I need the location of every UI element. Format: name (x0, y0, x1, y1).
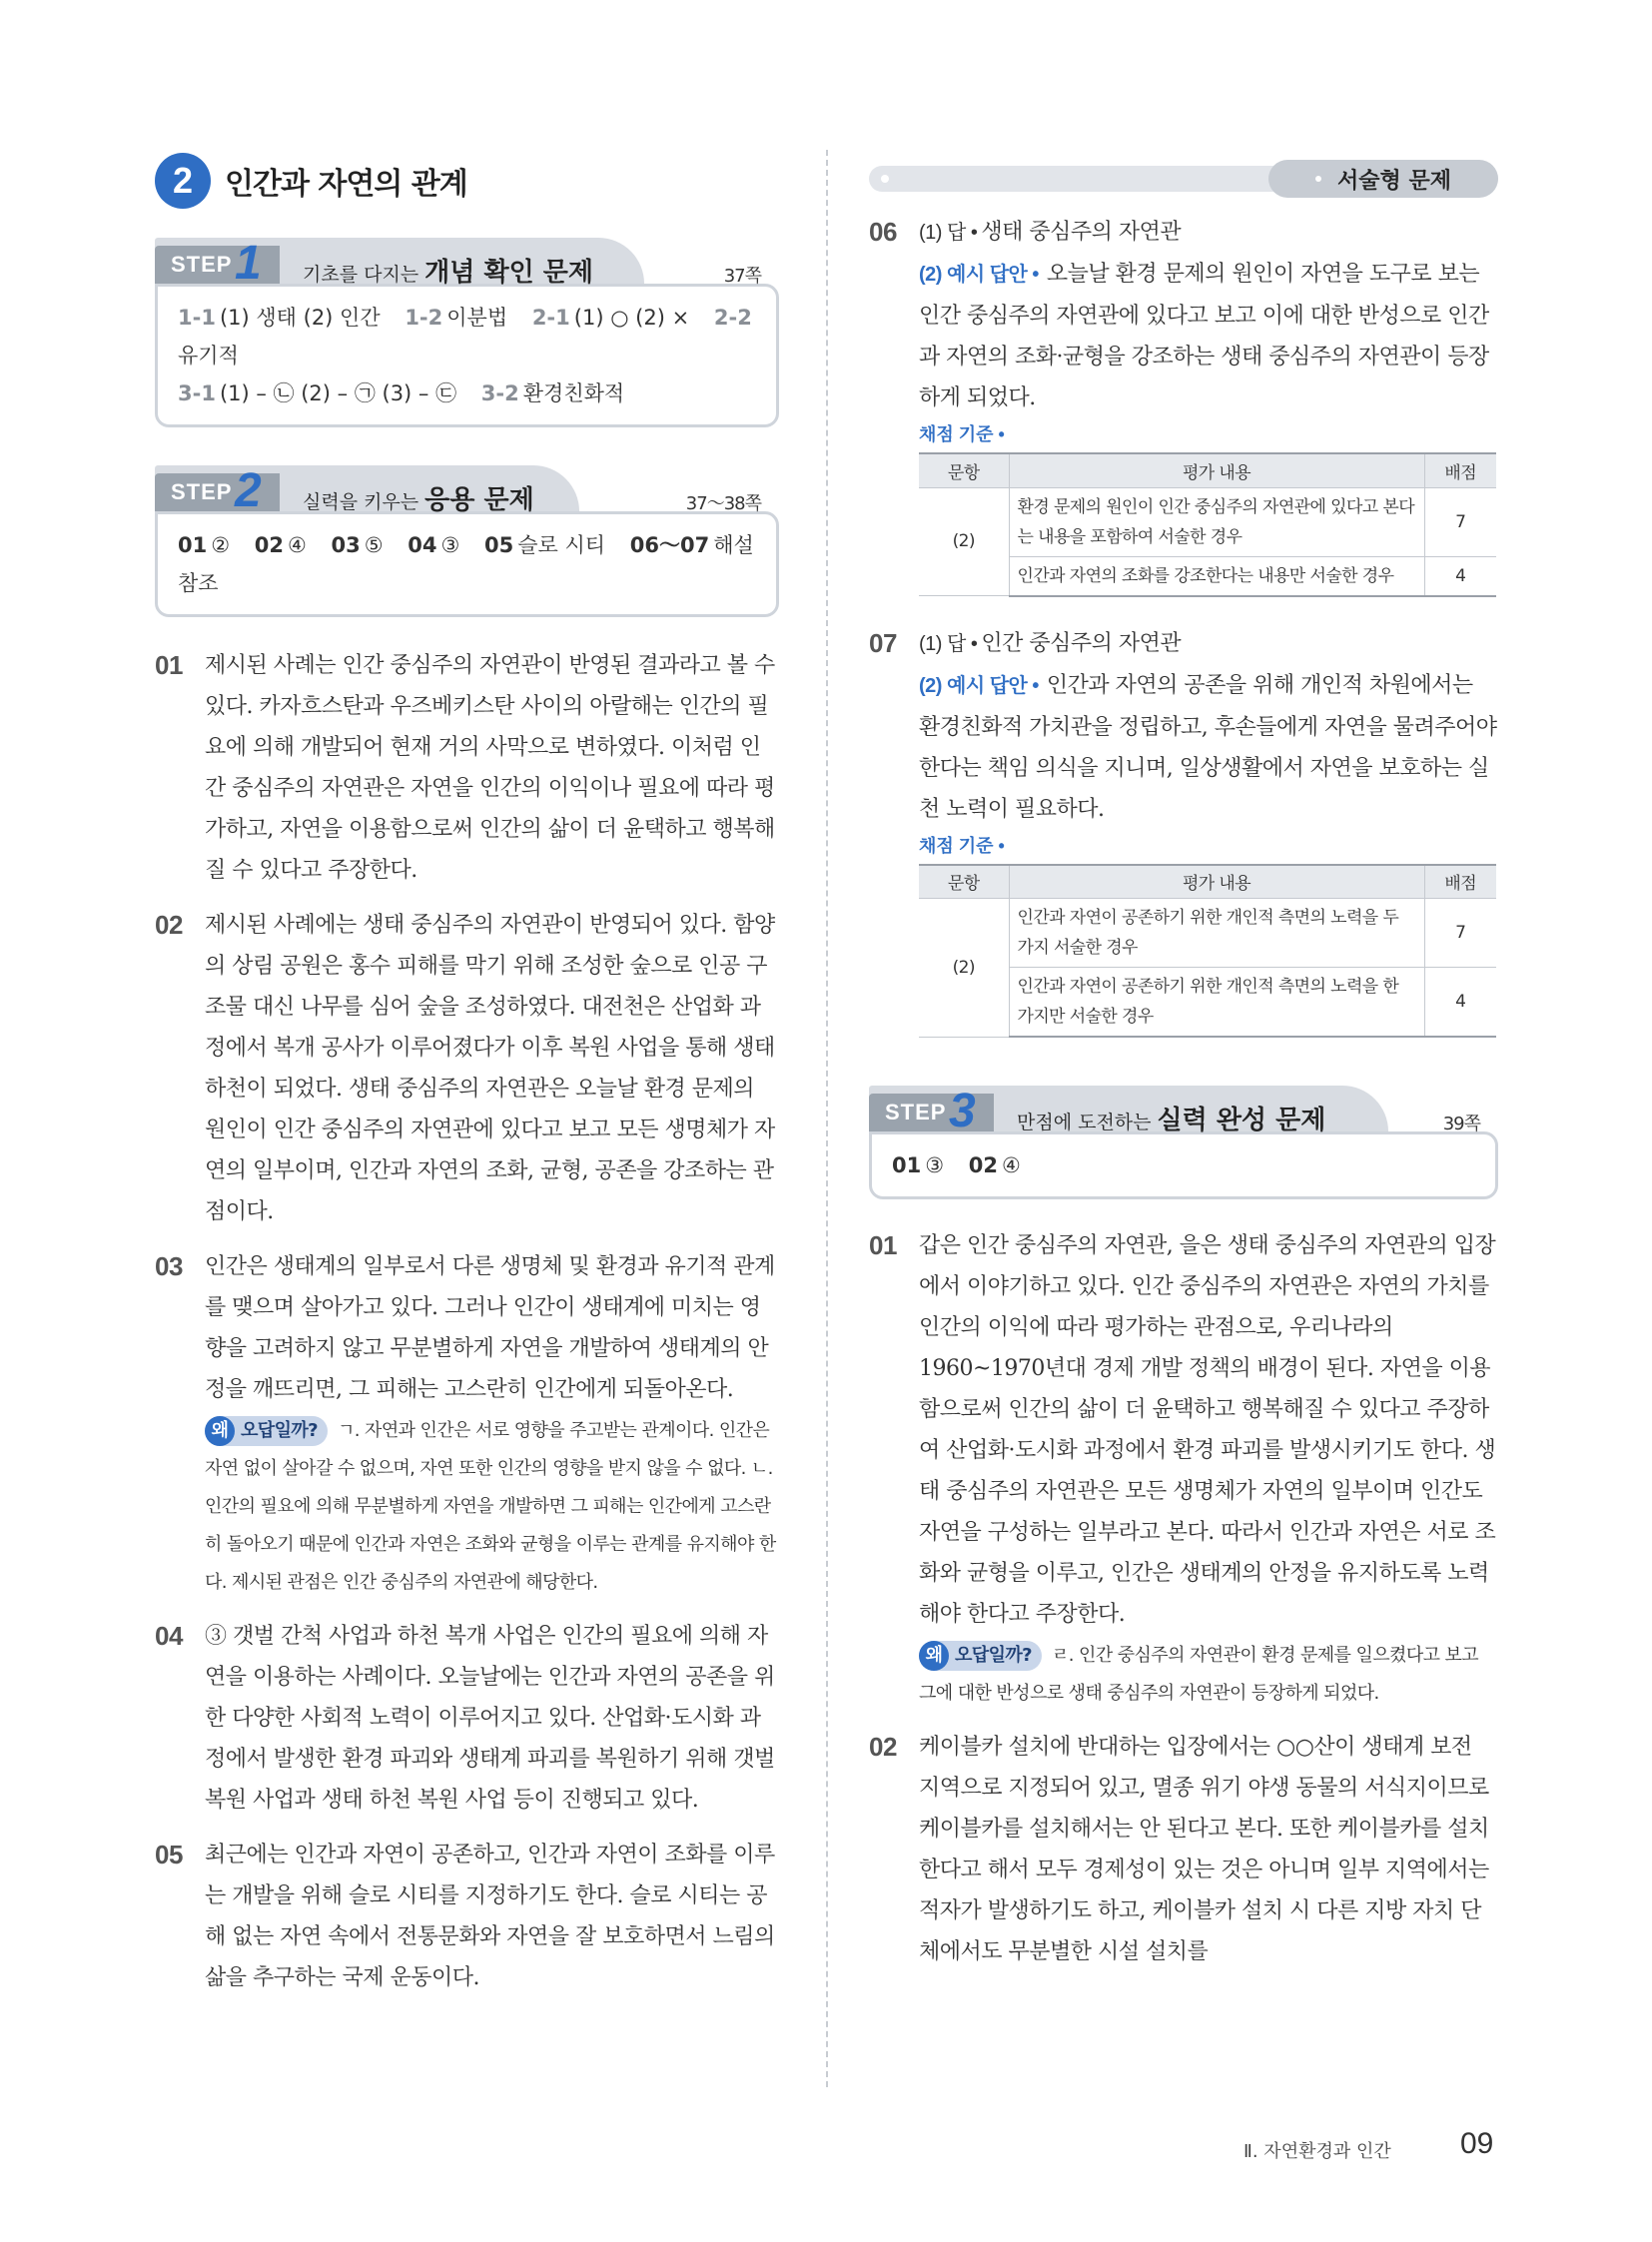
why-badge: 왜 오답일까? (919, 1641, 1042, 1671)
step1-answer-box (155, 284, 779, 427)
step-word: STEP (171, 479, 233, 504)
step-label: 실력을 키우는 응용 문제 (303, 485, 534, 515)
scoring-criteria-label: 채점 기준 • (919, 835, 1005, 856)
step1-tab (155, 230, 779, 290)
answer-line: 3-1 (1) – ㉡ (2) – ㉠ (3) – ㉢ 3-2 환경친화적 (178, 381, 625, 405)
explanation-item (155, 1835, 779, 1998)
right-column (869, 158, 1498, 1972)
item-number: 06 (869, 217, 897, 247)
item-number: 02 (869, 1732, 897, 1762)
column-divider (826, 150, 828, 2087)
item-number: 07 (869, 627, 897, 658)
step-label: 만점에 도전하는 실력 완성 문제 (1017, 1106, 1326, 1135)
chapter-footer: Ⅱ. 자연환경과 인간 (1243, 2141, 1391, 2162)
step2-answer-box: 01 ② 02 ④ 03 ⑤ 04 ③ 05 슬로 시티 06～07 해설 참조 (155, 511, 779, 617)
step3-block (869, 1078, 1498, 1199)
item-text: 최근에는 인간과 자연이 공존하고, 인간과 자연이 조화를 이루는 개발을 위해 슬로 시티를 지정하기도 한다. 슬로 시티는 공해 없는 자연 속에서 전통문화와 자연을 잘 보호하면서 느림의 삶을 추구하는 국제 운동이다. (205, 1843, 775, 1990)
explanation-item (869, 1727, 1498, 1972)
step-word: STEP (885, 1100, 947, 1124)
step3-answer-box: 01 ③ 02 ④ (869, 1131, 1498, 1199)
explanation-item: 06 (1) 답 • 생태 중심주의 자연관 (2) 예시 답안 • 오늘날 환경 문제의 원인이 자연을 도구로 보는 인간 중심주의 자연관에 있다고 보고 이에 대한 반성으로 인간과 자연의 조화·균형을 강조하는 생태 중심주의 자연관이 등장하게 되었다. (869, 212, 1498, 418)
step-number: 2 (235, 464, 262, 517)
step2-block (155, 457, 779, 617)
descriptive-header (869, 158, 1498, 198)
item-text: 인간은 생태계의 일부로서 다른 생명체 및 환경과 유기적 관계를 맺으며 살아가고 있다. 그러나 인간이 생태계에 미치는 영향을 고려하지 않고 무분별하게 자연을 개발하여 생태계의 안정을 깨뜨리면, 그 피해는 고스란히 인간에게 되돌아온다. (205, 1254, 775, 1402)
why-text: ㄹ. 인간 중심주의 자연관이 환경 문제를 일으켰다고 보고 그에 대한 반성으로 생태 중심주의 자연관이 등장하게 되었다. (919, 1645, 1479, 1704)
step3-tab (869, 1078, 1498, 1137)
item-text: 제시된 사례는 인간 중심주의 자연관이 반영된 결과라고 볼 수 있다. 카자흐스탄과 우즈베키스탄 사이의 아랄해는 인간의 필요에 의해 개발되어 현재 거의 사막으로 변하였다. 이처럼 인간 중심주의 자연관은 자연을 인간의 이익이나 필요에 따라 평가하고, 자연을 이용함으로써 인간의 삶이 더 윤택하고 행복해질 수 있다고 주장한다. (205, 653, 775, 883)
step2-tab (155, 457, 779, 517)
item-number: 01 (155, 650, 183, 680)
wrong-answer-note (919, 1637, 1498, 1713)
item-number: 03 (155, 1251, 183, 1281)
scoring-criteria-label: 채점 기준 • (919, 424, 1005, 444)
explanation-item (869, 1225, 1498, 1713)
step-word: STEP (171, 252, 233, 277)
item-text: ③ 갯벌 간척 사업과 하천 복개 사업은 인간의 필요에 의해 자연을 이용하는 사례이다. 오늘날에는 인간과 자연의 공존을 위한 다양한 사회적 노력이 이루어지고 있다. 산업화·도시화 과정에서 발생한 환경 파괴와 생태계 파괴를 복원하기 위해 갯벌 복원 사업과 생태 하천 복원 사업 등이 진행되고 있다. (205, 1624, 775, 1813)
step-label: 기초를 다지는 개념 확인 문제 (303, 258, 593, 288)
item-number: 05 (155, 1840, 183, 1869)
step-page-ref: 37～38쪽 (685, 493, 761, 514)
item-number: 01 (869, 1230, 897, 1260)
scoring-table: 문항 평가 내용 배점 (2) 인간과 자연이 공존하기 위한 개인적 측면의 노력을 두 가지 서술한 경우 7 인간과 자연이 공존하기 위한 개인적 측면의 노력을 한 가지만 서술한 경우 4 (919, 864, 1496, 1039)
left-column (155, 150, 779, 1998)
item-text: 제시된 사례에는 생태 중심주의 자연관이 반영되어 있다. 함양의 상림 공원은 홍수 피해를 막기 위해 조성한 숲으로 인공 구조물 대신 나무를 심어 숲을 조성하였다. 대전천은 산업화 과정에서 복개 공사가 이루어졌다가 이후 복원 사업을 통해 생태 하천이 되었다. 생태 중심주의 자연관은 오늘날 환경 문제의 원인이 인간 중심주의 자연관에 있다고 보고 모든 생명체가 자연의 일부이며, 인간과 자연의 조화, 균형, 공존을 강조하는 관점이다. (205, 913, 775, 1224)
explanation-item (155, 1616, 779, 1821)
step-number: 3 (949, 1085, 976, 1137)
explanation-item (155, 1246, 779, 1602)
item-text: 케이블카 설치에 반대하는 입장에서는 ○○산이 생태계 보전 지역으로 지정되어 있고, 멸종 위기 야생 동물의 서식지이므로 케이블카를 설치해서는 안 된다고 본다. 또한 케이블카를 설치한다고 해서 모두 경제성이 있는 것은 아니며 일부 지역에서는 적자가 발생하기도 하고, 케이블카 설치 시 다른 지방 자치 단체에서도 무분별한 시설 설치를 (919, 1735, 1489, 1964)
why-text: ㄱ. 자연과 인간은 서로 영향을 주고받는 관계이다. 인간은 자연 없이 살아갈 수 없으며, 자연 또한 인간의 영향을 받지 않을 수 없다. ㄴ. 인간의 필요에 의해 무분별하게 자연을 개발하면 그 피해는 인간에게 고스란히 돌아오기 때문에 인간과 자연은 조화와 균형을 이루는 관계를 유지해야 한다. 제시된 관점은 인간 중심주의 자연관에 해당한다. (205, 1420, 776, 1593)
item-text: 갑은 인간 중심주의 자연관, 을은 생태 중심주의 자연관의 입장에서 이야기하고 있다. 인간 중심주의 자연관은 자연의 가치를 인간의 이익에 따라 평가하는 관점으로, 우리나라의 1960~1970년대 경제 개발 정책의 배경이 된다. 자연을 이용함으로써 인간의 삶이 더 윤택하고 행복해질 수 있다고 주장하여 산업화·도시화 과정에서 환경 파괴를 발생시키기도 한다. 생태 중심주의 자연관은 모든 생명체가 자연의 일부이며 인간도 자연을 구성하는 일부라고 본다. 따라서 인간과 자연은 서로 조화와 균형을 이루고, 인간은 생태계의 안정을 유지하도록 노력해야 한다고 주장한다. (919, 1233, 1496, 1627)
explanation-item (155, 905, 779, 1232)
step-page-ref: 39쪽 (1442, 1114, 1480, 1134)
step-number: 1 (235, 237, 262, 290)
section-number: 2 (155, 153, 211, 209)
why-badge: 왜 오답일까? (205, 1416, 328, 1446)
item-number: 02 (155, 910, 183, 940)
bullet-dot (881, 175, 889, 183)
answer-line: 1-1 (1) 생태 (2) 인간 1-2 이분법 2-1 (1) ○ (2) × 2-2유기적 (178, 306, 752, 368)
wrong-answer-note (205, 1412, 779, 1602)
section-title: 인간과 자연의 관계 (225, 167, 467, 202)
section-header (155, 150, 779, 212)
descriptive-label: 서술형 문제 (1268, 160, 1498, 198)
step-page-ref: 37쪽 (723, 266, 761, 287)
explanation-item: 07 (1) 답 • 인간 중심주의 자연관 (2) 예시 답안 • 인간과 자연의 공존을 위해 개인적 차원에서는 환경친화적 가치관을 정립하고, 후손들에게 자연을 물려주어야 한다는 책임 의식을 지니며, 일상생활에서 자연을 보호하는 실천 노력이 필요하다. (869, 623, 1498, 830)
step1-block (155, 230, 779, 427)
scoring-table: 문항 평가 내용 배점 (2) 환경 문제의 원인이 인간 중심주의 자연관에 있다고 본다는 내용을 포함하여 서술한 경우 7 인간과 자연의 조화를 강조한다는 내용만 서술한 경우 4 (919, 452, 1496, 597)
item-number: 04 (155, 1621, 183, 1651)
explanation-item (155, 645, 779, 891)
page-number: 09 (1460, 2127, 1494, 2160)
